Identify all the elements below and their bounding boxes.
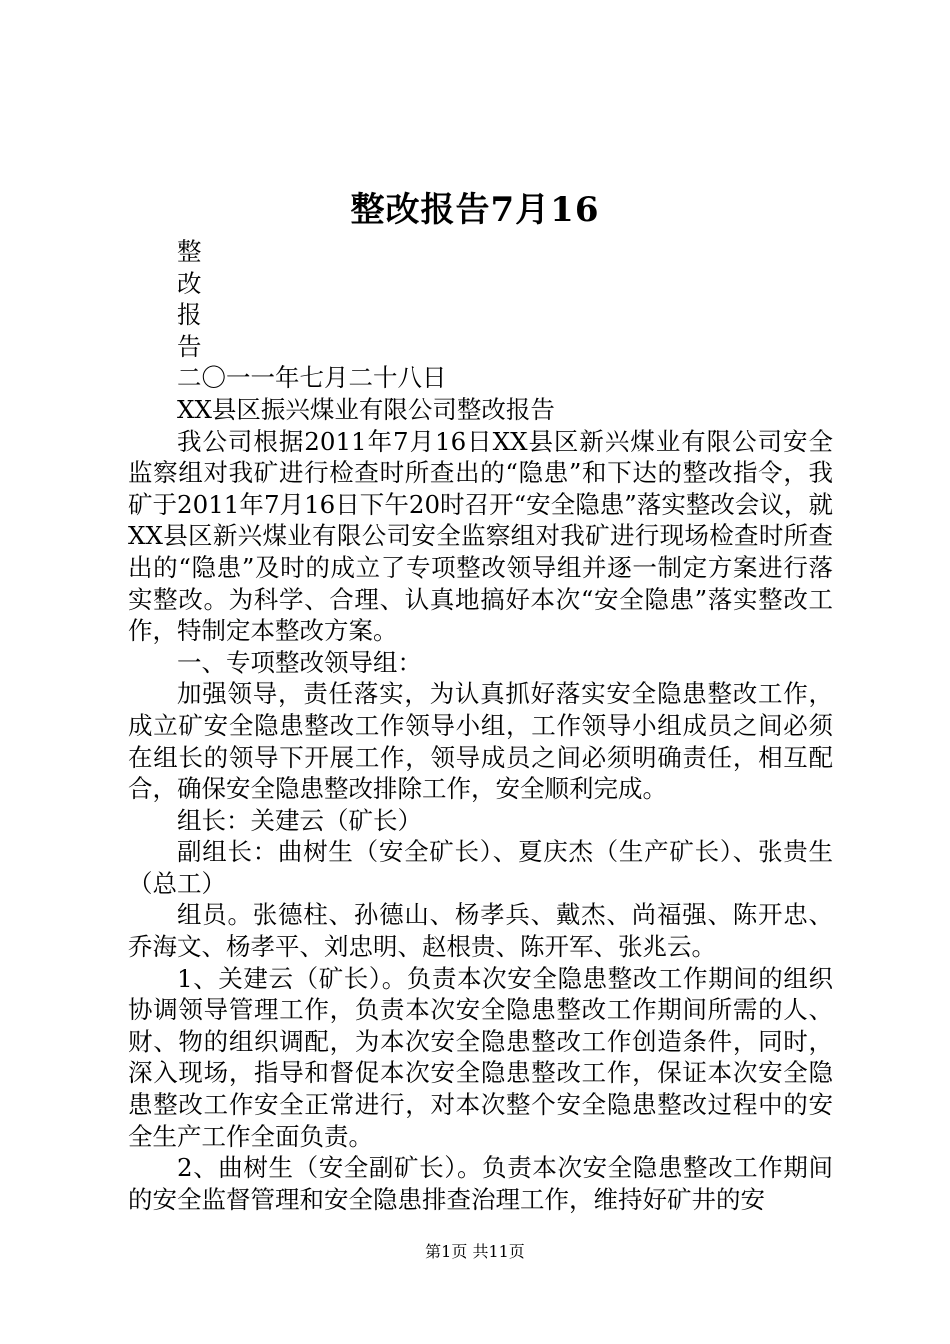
- section-heading: 一、专项整改领导组：: [177, 647, 422, 677]
- team-members: 组员。张德柱、孙德山、杨孝兵、戴杰、尚福强、陈开忠、乔海文、杨孝平、刘忠明、赵根贵、陈开军、张兆云。: [128, 900, 833, 962]
- team-leader: 组长：关建云（矿长）: [177, 805, 422, 835]
- page-footer: 第1页 共11页: [425, 1242, 525, 1261]
- duty-item-1: 1、关建云（矿长）。负责本次安全隐患整改工作期间的组织协调领导管理工作，负责本次安全隐患整改工作期间所需的人、财、物的组织调配，为本次安全隐患整改工作创造条件，同时，深入现场，指导和督促本次安全隐患整改工作，保证本次安全隐患整改工作安全正常进行，对本次整个安全隐患整改过程中的安全生产工作全面负责。: [128, 963, 833, 1151]
- paragraph-leadership: 加强领导，责任落实，为认真抓好落实安全隐患整改工作，成立矿安全隐患整改工作领导小组，工作领导小组成员之间必须在组长的领导下开展工作，领导成员之间必须明确责任，相互配合，确保安全隐患整改排除工作，安全顺利完成。: [128, 679, 833, 804]
- document-title: 整改报告7月16: [350, 190, 600, 230]
- vertical-title-char: 改: [177, 268, 202, 298]
- team-deputy-leaders: 副组长：曲树生（安全矿长）、夏庆杰（生产矿长）、张贵生（总工）: [128, 837, 833, 898]
- duty-item-2: 2、曲树生（安全副矿长）。负责本次安全隐患整改工作期间的安全监督管理和安全隐患排查治理工作，维持好矿井的安: [128, 1153, 833, 1214]
- document-subtitle: XX县区振兴煤业有限公司整改报告: [177, 394, 555, 424]
- paragraph-intro: 我公司根据2011年7月16日XX县区新兴煤业有限公司安全监察组对我矿进行检查时所查出的“隐患”和下达的整改指令，我矿于2011年7月16日下午20时召开“安全隐患”落实整改会议，就XX县区新兴煤业有限公司安全监察组对我矿进行现场检查时所查出的“隐患”及时的成立了专项整改领导组并逐一制定方案进行落实整改。为科学、合理、认真地搞好本次“安全隐患”落实整改工作，特制定本整改方案。: [128, 426, 833, 646]
- vertical-title-char: 整: [177, 237, 202, 266]
- document-body: [128, 236, 833, 1215]
- vertical-title-char: 报: [177, 300, 202, 330]
- vertical-title-char: 告: [177, 331, 202, 361]
- document-date: 二〇一一年七月二十八日: [177, 363, 447, 393]
